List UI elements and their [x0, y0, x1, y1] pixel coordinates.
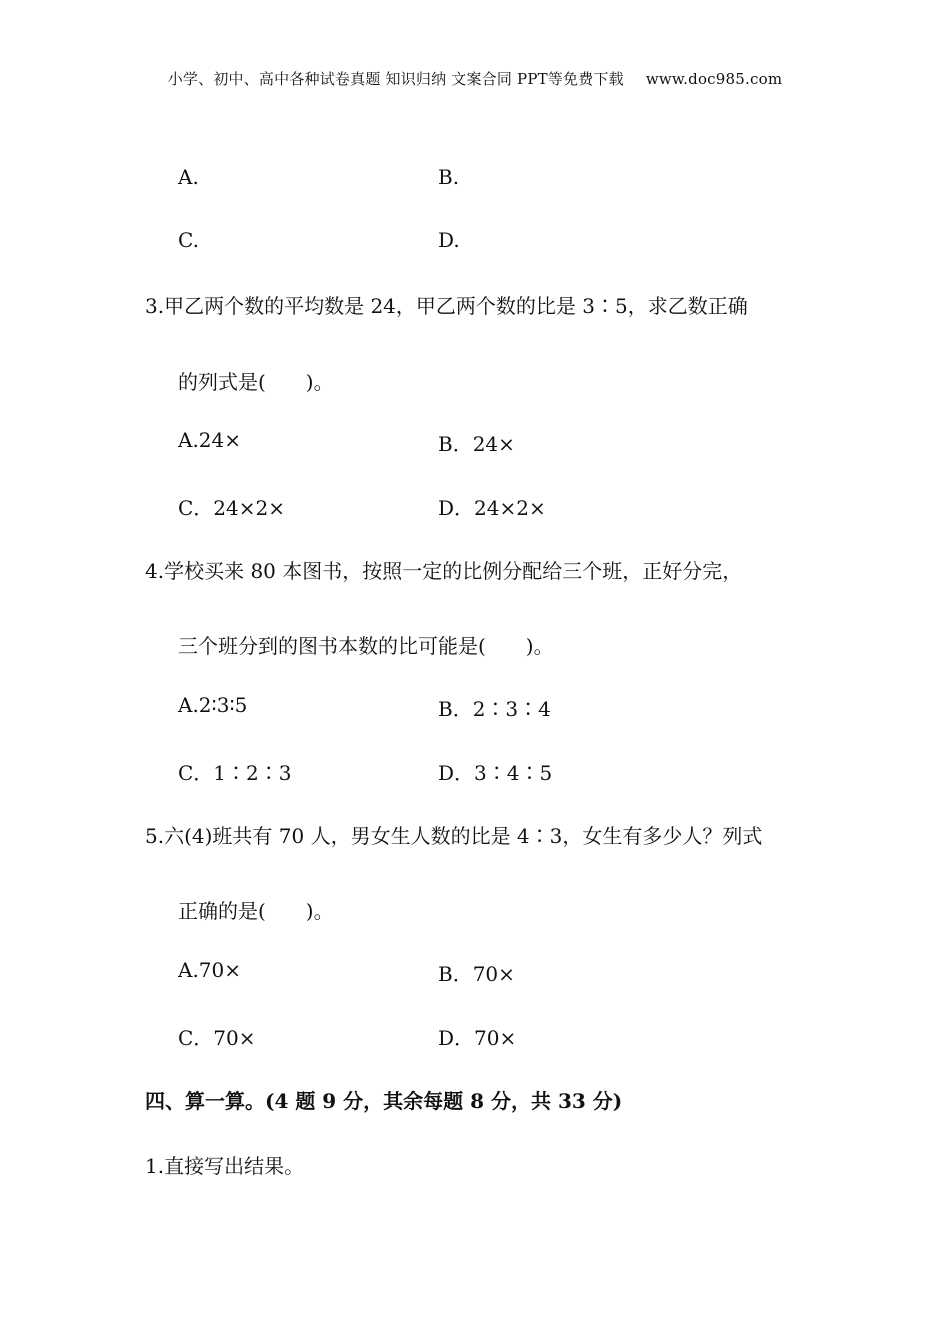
q5-option-c: C．70×: [178, 1026, 256, 1050]
q4-option-c: C．1∶2∶3: [178, 761, 292, 785]
header-site: www.doc985.com: [645, 70, 783, 88]
section-4-title: 四、算一算。(4 题 9 分，其余每题 8 分，共 33 分): [145, 1089, 623, 1113]
q4-stem-line1: 4.学校买来 80 本图书，按照一定的比例分配给三个班，正好分完，: [145, 559, 743, 583]
q5-option-b: B．70×: [438, 962, 515, 986]
q5-option-a: A.70×: [178, 958, 242, 982]
q2-option-d: D.: [438, 228, 460, 252]
q5-stem-line2: 正确的是( )。: [178, 899, 334, 923]
page-header: [0, 68, 950, 89]
q3-option-d: D．24×2×: [438, 496, 546, 520]
q3-option-a: A.24×: [178, 428, 242, 452]
q4-option-b: B．2∶3∶4: [438, 697, 551, 721]
q5-option-d: D．70×: [438, 1026, 517, 1050]
q2-option-a: A.: [178, 165, 199, 189]
q3-option-b: B．24×: [438, 432, 515, 456]
q5-stem-line1: 5.六(4)班共有 70 人，男女生人数的比是 4∶3，女生有多少人？列式: [145, 824, 763, 848]
q3-stem-line2: 的列式是( )。: [178, 370, 334, 394]
q3-stem-line1: 3.甲乙两个数的平均数是 24，甲乙两个数的比是 3∶5，求乙数正确: [145, 294, 748, 318]
q4-option-d: D．3∶4∶5: [438, 761, 553, 785]
section-4-question-1: 1.直接写出结果。: [145, 1154, 305, 1178]
q4-option-a: A.2∶3∶5: [178, 693, 248, 717]
q2-option-c: C.: [178, 228, 199, 252]
q2-option-b: B.: [438, 165, 460, 189]
q3-option-c: C．24×2×: [178, 496, 285, 520]
q4-stem-line2: 三个班分到的图书本数的比可能是( )。: [178, 634, 554, 658]
header-text: 小学、初中、高中各种试卷真题 知识归纳 文案合同 PPT等免费下载: [167, 70, 624, 88]
